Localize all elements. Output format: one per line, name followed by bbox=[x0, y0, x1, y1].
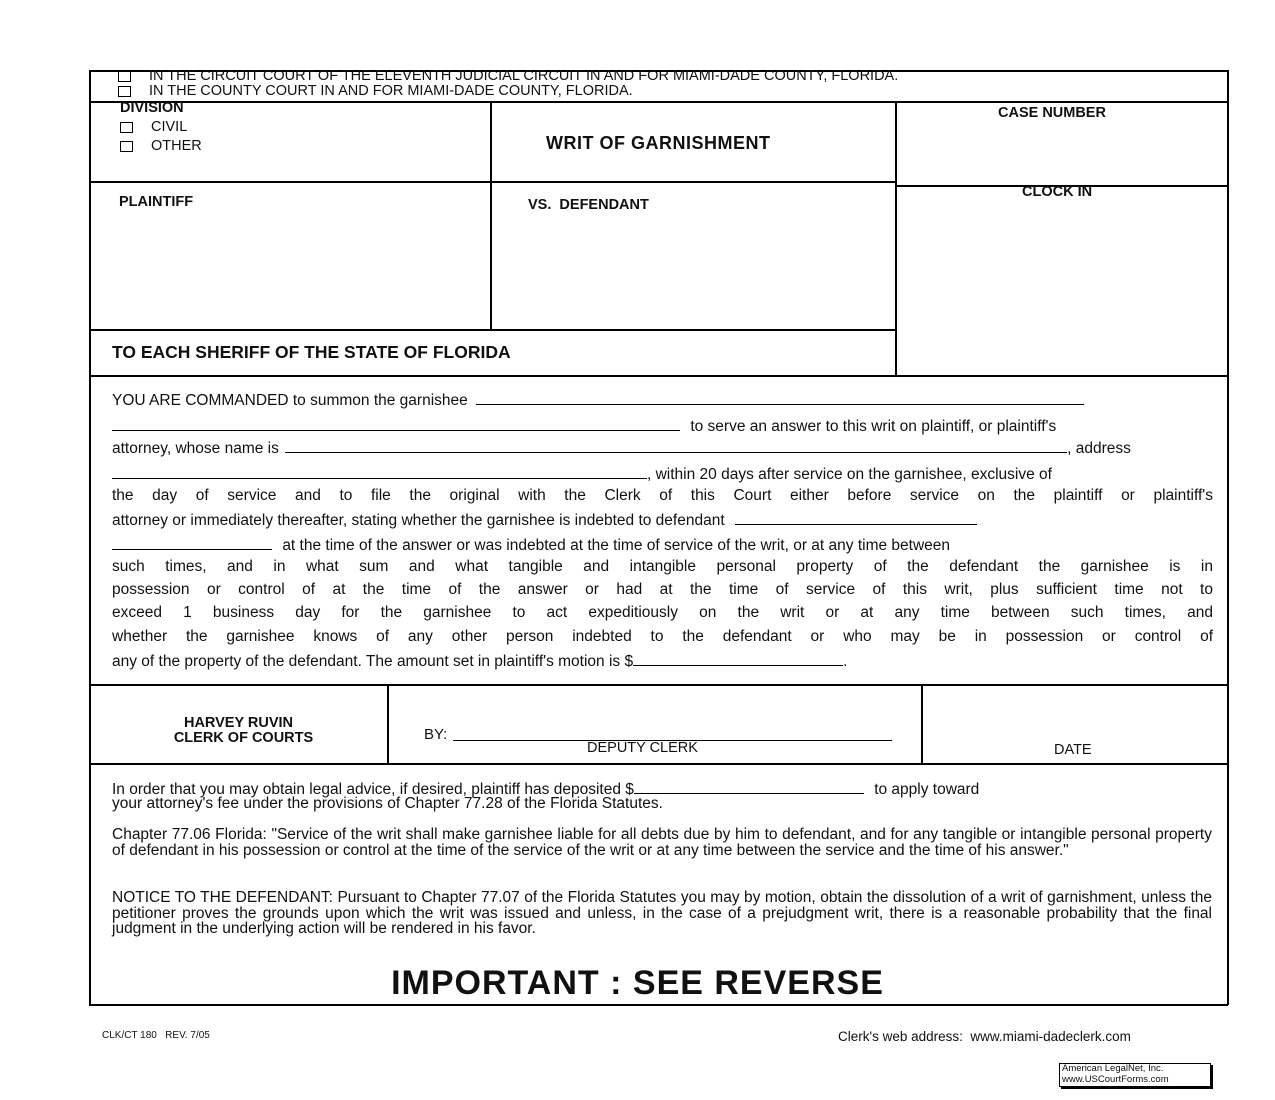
frame-right bbox=[1227, 70, 1229, 1005]
attorney-name-field[interactable] bbox=[285, 438, 1067, 453]
division-label: DIVISION bbox=[120, 100, 184, 116]
cmd-line-9: possession or control of at the time of the answer or had at the time of service of this writ, plus sufficient time not to bbox=[112, 581, 1213, 598]
clerk-name: HARVEY RUVIN bbox=[183, 715, 294, 731]
other-option: OTHER bbox=[120, 138, 202, 154]
circuit-checkbox[interactable] bbox=[118, 71, 131, 82]
deputy-clerk-label: DEPUTY CLERK bbox=[587, 740, 698, 756]
defendant-name-field[interactable] bbox=[735, 510, 977, 525]
cmd-line-10: exceed 1 business day for the garnishee to act expeditiously on the writ or at any time between such times, and bbox=[112, 604, 1213, 621]
attorney-address-field[interactable] bbox=[112, 464, 647, 479]
v-div-left bbox=[490, 101, 492, 330]
deposit-amount-field[interactable] bbox=[634, 779, 864, 794]
county-court-option: IN THE COUNTY COURT IN AND FOR MIAMI-DADE COUNTY, FLORIDA. bbox=[118, 83, 633, 99]
clerk-v1 bbox=[387, 684, 389, 764]
cmd-line-11: whether the garnishee knows of any other person indebted to the defendant or who may be in possession or control of bbox=[112, 628, 1213, 645]
date-label: DATE bbox=[1054, 742, 1092, 758]
clerk-title: CLERK OF COURTS bbox=[173, 730, 314, 746]
form-code: CLK/CT 180 REV. 7/05 bbox=[102, 1030, 210, 1041]
cmd-line-1: YOU ARE COMMANDED to summon the garnishee bbox=[112, 390, 1084, 410]
cmd-line-8: such times, and in what sum and what tangible and intangible personal property of the defendant the garnishee is in bbox=[112, 558, 1213, 575]
civil-option: CIVIL bbox=[120, 119, 187, 135]
cmd-line-4: , within 20 days after service on the garnishee, exclusive of bbox=[112, 464, 1052, 484]
sheriff-line: TO EACH SHERIFF OF THE STATE OF FLORIDA bbox=[112, 342, 511, 362]
clock-in-label: CLOCK IN bbox=[1022, 184, 1093, 200]
cmd-line-2: to serve an answer to this writ on plaintiff, or plaintiff's bbox=[112, 416, 1056, 436]
frame-bottom bbox=[89, 1004, 1228, 1006]
clerk-row-top bbox=[89, 684, 1228, 686]
cmd-line-12: any of the property of the defendant. The amount set in plaintiff's motion is $ . bbox=[112, 653, 848, 670]
row1-divider bbox=[89, 181, 897, 183]
row2-divider bbox=[89, 329, 897, 331]
notice-paragraph: NOTICE TO THE DEFENDANT: Pursuant to Chapter 77.07 of the Florida Statutes you may by motion, obtain the dissolution of a writ of garnishment, unless the petitioner proves the grounds upon which the writ was issued and unless, in the case of a prejudgment writ, there is a reasonable probability that the final judgment in the underlying action will be rendered in his favor. bbox=[112, 889, 1212, 937]
clerk-v2 bbox=[921, 684, 923, 764]
defendant-name-cont-field[interactable] bbox=[112, 535, 272, 550]
other-checkbox[interactable] bbox=[120, 141, 133, 152]
plaintiff-field[interactable] bbox=[92, 215, 488, 327]
clerk-row-bottom bbox=[89, 763, 1228, 765]
row3-divider bbox=[89, 375, 1228, 377]
v-div-right bbox=[895, 101, 897, 376]
by-label: BY: bbox=[424, 726, 448, 743]
clerk-web-address: Clerk's web address: www.miami-dadeclerk.com bbox=[838, 1029, 1131, 1044]
frame-left bbox=[89, 70, 91, 1005]
garnishee-name-cont-field[interactable] bbox=[112, 416, 680, 431]
plaintiff-label: PLAINTIFF bbox=[119, 194, 194, 210]
case-number-field[interactable] bbox=[898, 124, 1226, 182]
badge-line-2: www.USCourtForms.com bbox=[1062, 1073, 1169, 1085]
header-divider bbox=[89, 101, 1228, 103]
cmd-line-3: attorney, whose name is , address bbox=[112, 440, 1131, 457]
form-title: WRIT OF GARNISHMENT bbox=[546, 133, 771, 153]
county-checkbox[interactable] bbox=[118, 86, 131, 97]
legalnet-badge[interactable] bbox=[1059, 1063, 1211, 1087]
civil-checkbox[interactable] bbox=[120, 122, 133, 133]
defendant-field[interactable] bbox=[494, 218, 892, 328]
motion-amount-field[interactable] bbox=[633, 651, 843, 666]
badge-line-1: American LegalNet, Inc. bbox=[1062, 1063, 1164, 1074]
cmd-line-6: attorney or immediately thereafter, stating whether the garnishee is indebted to defendant bbox=[112, 510, 977, 530]
circuit-court-option: IN THE CIRCUIT COURT OF THE ELEVENTH JUDICIAL CIRCUIT IN AND FOR MIAMI-DADE COUNTY, FLORIDA. bbox=[118, 68, 898, 84]
defendant-label: VS. DEFENDANT bbox=[528, 197, 649, 213]
cmd-line-5: the day of service and to file the original with the Clerk of this Court either before service on the plaintiff or plaintiff's bbox=[112, 487, 1213, 504]
important-heading: IMPORTANT : SEE REVERSE bbox=[391, 964, 884, 1002]
cmd-line-7: at the time of the answer or was indebted at the time of service of the writ, or at any time between bbox=[112, 535, 950, 555]
garnishee-name-field[interactable] bbox=[476, 390, 1084, 405]
case-number-label: CASE NUMBER bbox=[998, 105, 1106, 121]
chapter-7706-paragraph: Chapter 77.06 Florida: "Service of the writ shall make garnishee liable for all debts due by him to defendant, and for any tangible or intangible personal property of defendant in his possession or control at the time of the service of the writ or at any time between the service and the time of his answer." bbox=[112, 826, 1212, 859]
deposit-line-2: your attorney's fee under the provisions of Chapter 77.28 of the Florida Statutes. bbox=[112, 795, 663, 812]
deposit-line-1: In order that you may obtain legal advice, if desired, plaintiff has deposited $ to apply toward bbox=[112, 781, 980, 798]
